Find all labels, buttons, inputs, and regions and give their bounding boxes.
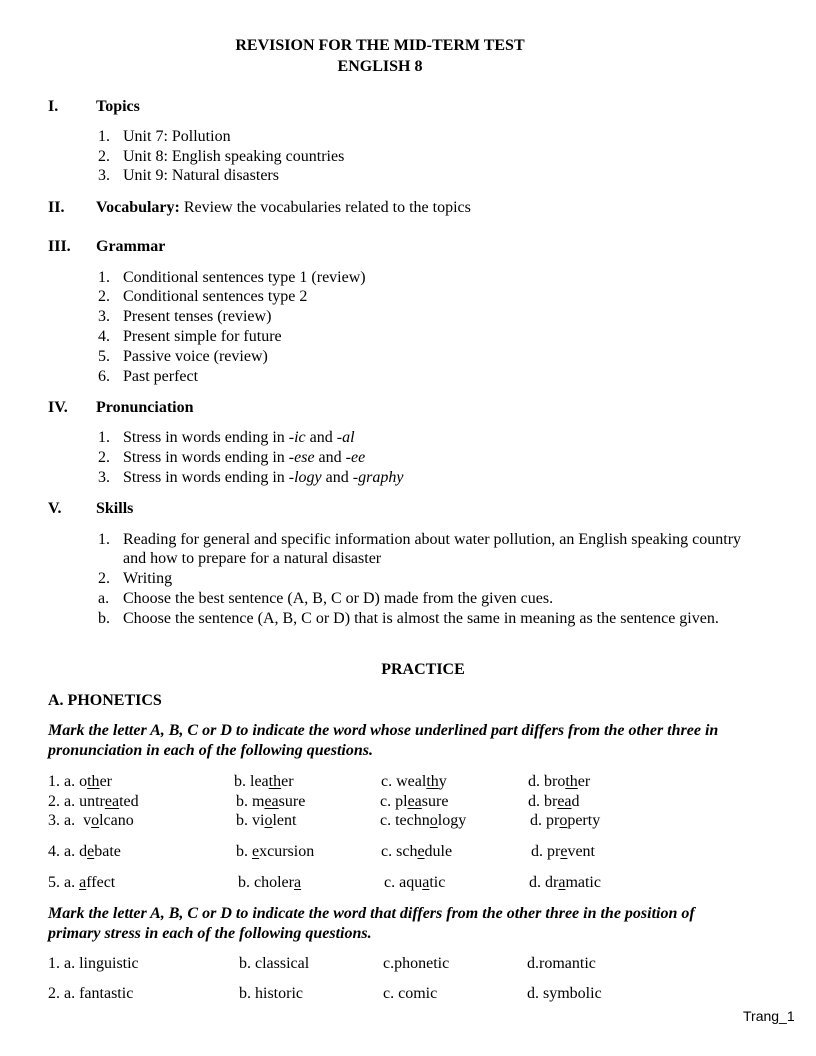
list-item: Choose the best sentence (A, B, C or D) made from the given cues.	[123, 590, 554, 607]
section-numeral-skills: V.	[48, 500, 62, 517]
word-part: d	[79, 843, 88, 860]
list-item: Conditional sentences type 2	[123, 288, 308, 305]
list-item: Writing	[123, 570, 173, 587]
question-option-d	[529, 873, 601, 893]
list-item	[123, 428, 355, 448]
word-part: tic	[429, 874, 446, 891]
list-item: Past perfect	[123, 368, 199, 385]
list-item-letter: a.	[98, 590, 110, 607]
question-number: 5. a.	[48, 874, 80, 891]
word-part: vent	[567, 843, 595, 860]
underlined-part: th	[565, 773, 578, 790]
item-text: Stress in words ending in -	[123, 429, 295, 446]
word-part: er	[577, 773, 591, 790]
instruction-1-cont: pronunciation in each of the following questions.	[48, 742, 373, 759]
question-option-c	[381, 772, 447, 792]
word-part: sure	[421, 793, 449, 810]
option-label: b.	[236, 812, 252, 829]
option-label: d.	[531, 843, 547, 860]
list-item-number: 3.	[98, 308, 110, 325]
word-part: logy	[437, 812, 467, 829]
word-part: dr	[545, 874, 559, 891]
item-text: and -	[321, 469, 359, 486]
underlined-part: th	[268, 773, 282, 790]
option-label: b.	[236, 843, 252, 860]
list-item-number: 1.	[98, 269, 110, 286]
section-numeral-grammar: III.	[48, 238, 71, 255]
word-part: aqu	[399, 874, 423, 891]
word-part: bro	[544, 773, 566, 790]
section-heading-topics: Topics	[96, 98, 140, 115]
list-item-number: 3.	[98, 167, 110, 184]
underlined-part: a	[422, 874, 430, 891]
question-option-b	[236, 792, 305, 812]
question-option-a	[48, 811, 134, 831]
list-item-number: 6.	[98, 368, 110, 385]
question-option-c: c. comic	[383, 985, 438, 1002]
question-option-a	[48, 842, 121, 862]
vocabulary-text: Review the vocabularies related to the topics	[179, 199, 471, 216]
list-item-number: 2.	[98, 148, 110, 165]
section-numeral-pronunciation: IV.	[48, 399, 68, 416]
phonetics-heading: A. PHONETICS	[48, 692, 162, 709]
question-option-c	[380, 792, 448, 812]
list-item-number: 5.	[98, 348, 110, 365]
option-label: d.	[530, 812, 546, 829]
practice-heading: PRACTICE	[381, 661, 465, 678]
word-part: xcursion	[259, 843, 315, 860]
list-item-number: 4.	[98, 328, 110, 345]
list-item-number: 1.	[98, 531, 110, 548]
underlined-part: e	[252, 843, 260, 860]
question-option-d	[530, 811, 600, 831]
question-option-b	[236, 842, 314, 862]
question-option-c: c.phonetic	[383, 955, 450, 972]
question-option-b: b. historic	[239, 985, 303, 1002]
word-part: lent	[272, 812, 297, 829]
instruction-2-cont: primary stress in each of the following questions.	[48, 925, 372, 942]
underlined-part: o	[559, 812, 568, 829]
suffix-text: graphy	[358, 469, 404, 486]
question-option-c	[384, 873, 445, 893]
underlined-part: o	[264, 812, 273, 829]
list-item-number: 1.	[98, 128, 110, 145]
suffix-text: ic	[294, 429, 306, 446]
word-part: ffect	[86, 874, 116, 891]
item-text: and -	[314, 449, 351, 466]
word-part: sch	[396, 843, 418, 860]
section-vocabulary	[96, 198, 471, 218]
option-label: d.	[528, 773, 544, 790]
underlined-part: a	[79, 874, 87, 891]
question-number: 3. a.	[48, 812, 84, 829]
item-text: Stress in words ending in -	[123, 469, 295, 486]
item-text: Stress in words ending in -	[123, 449, 295, 466]
section-heading-grammar: Grammar	[96, 238, 166, 255]
question-option-b	[234, 772, 294, 792]
list-item-number: 2.	[98, 449, 110, 466]
list-item-number: 1.	[98, 429, 110, 446]
list-item: Choose the sentence (A, B, C or D) that is almost the same in meaning as the sentence given.	[123, 610, 719, 627]
option-label: c.	[381, 843, 397, 860]
section-heading-skills: Skills	[96, 500, 134, 517]
question-option-d: d. symbolic	[527, 985, 602, 1002]
question-option-d	[528, 792, 580, 812]
question-option-b: b. classical	[239, 955, 310, 972]
word-part: weal	[396, 773, 427, 790]
underlined-part: ea	[557, 793, 572, 810]
option-label: b.	[236, 793, 252, 810]
word-part: y	[438, 773, 447, 790]
question-option-a	[48, 772, 112, 792]
word-part: bate	[94, 843, 121, 860]
question-option-a: 2. a. fantastic	[48, 985, 134, 1002]
word-part: pr	[547, 843, 561, 860]
list-item: Unit 7: Pollution	[123, 128, 231, 145]
word-part: er	[99, 773, 112, 790]
suffix-text: ese	[294, 449, 315, 466]
list-item-number: 3.	[98, 469, 110, 486]
option-label: b.	[238, 874, 254, 891]
word-part: lea	[250, 773, 269, 790]
list-item: Conditional sentences type 1 (review)	[123, 269, 366, 286]
list-item-letter: b.	[98, 610, 110, 627]
question-number: 1. a.	[48, 773, 80, 790]
word-part: dule	[424, 843, 453, 860]
underlined-part: th	[426, 773, 439, 790]
word-part: choler	[254, 874, 294, 891]
option-label: c.	[384, 874, 400, 891]
list-item: Unit 9: Natural disasters	[123, 167, 279, 184]
list-item-number: 2.	[98, 570, 110, 587]
instruction-1: Mark the letter A, B, C or D to indicate the word whose underlined part differs from the other three in	[48, 722, 719, 739]
document-title: REVISION FOR THE MID-TERM TEST	[235, 37, 525, 54]
list-item: Reading for general and specific information about water pollution, an English speaking country	[123, 531, 742, 548]
question-number: 4. a.	[48, 843, 80, 860]
underlined-part: ea	[104, 793, 120, 810]
item-text: and -	[305, 429, 343, 446]
question-option-c	[381, 842, 452, 862]
underlined-part: e	[560, 843, 568, 860]
question-option-d: d.romantic	[527, 955, 596, 972]
list-item-number: 2.	[98, 288, 110, 305]
document-subtitle: ENGLISH 8	[337, 58, 423, 75]
list-item-continuation: and how to prepare for a natural disaster	[123, 550, 382, 567]
question-option-b	[238, 873, 301, 893]
word-part: pl	[395, 793, 408, 810]
suffix-text: logy	[294, 469, 322, 486]
list-item: Present simple for future	[123, 328, 282, 345]
section-heading-vocabulary: Vocabulary:	[96, 199, 180, 216]
underlined-part: e	[87, 843, 95, 860]
list-item: Passive voice (review)	[123, 348, 268, 365]
question-option-a	[48, 873, 115, 893]
option-label: d.	[529, 874, 545, 891]
word-part: pr	[546, 812, 560, 829]
option-label: b.	[234, 773, 250, 790]
section-numeral-topics: I.	[48, 98, 59, 115]
underlined-part: th	[87, 773, 100, 790]
word-part: m	[252, 793, 265, 810]
suffix-text: al	[342, 429, 355, 446]
list-item: Unit 8: English speaking countries	[123, 148, 345, 165]
option-label: c.	[380, 793, 396, 810]
section-numeral-vocabulary: II.	[48, 199, 65, 216]
question-option-a	[48, 792, 139, 812]
word-part: matic	[565, 874, 601, 891]
underlined-part: a	[558, 874, 566, 891]
word-part: vi	[252, 812, 265, 829]
question-option-b	[236, 811, 296, 831]
option-label: c.	[380, 812, 396, 829]
underlined-part: a	[293, 874, 302, 891]
underlined-part: e	[417, 843, 425, 860]
word-part: d	[571, 793, 580, 810]
word-part: untr	[79, 793, 105, 810]
list-item	[123, 468, 403, 488]
list-item	[123, 448, 365, 468]
underlined-part: ea	[407, 793, 422, 810]
word-part: br	[544, 793, 558, 810]
question-number: 2. a.	[48, 793, 80, 810]
word-part: techn	[395, 812, 430, 829]
word-part: v	[83, 812, 92, 829]
section-heading-pronunciation: Pronunciation	[96, 399, 194, 416]
question-option-a: 1. a. linguistic	[48, 955, 139, 972]
instruction-2: Mark the letter A, B, C or D to indicate the word that differs from the other three in the position of	[48, 905, 695, 922]
list-item: Present tenses (review)	[123, 308, 272, 325]
underlined-part: ea	[264, 793, 279, 810]
option-label: d.	[528, 793, 544, 810]
page-number: Trang_1	[743, 1008, 795, 1024]
word-part: er	[281, 773, 294, 790]
word-part: o	[79, 773, 88, 790]
option-label: c.	[381, 773, 397, 790]
question-option-d	[531, 842, 595, 862]
question-option-d	[528, 772, 590, 792]
word-part: perty	[567, 812, 601, 829]
word-part: sure	[278, 793, 306, 810]
word-part: ted	[119, 793, 139, 810]
underlined-part: o	[429, 812, 438, 829]
question-option-c	[380, 811, 466, 831]
underlined-part: o	[91, 812, 100, 829]
suffix-text: ee	[350, 449, 366, 466]
word-part: lcano	[99, 812, 134, 829]
